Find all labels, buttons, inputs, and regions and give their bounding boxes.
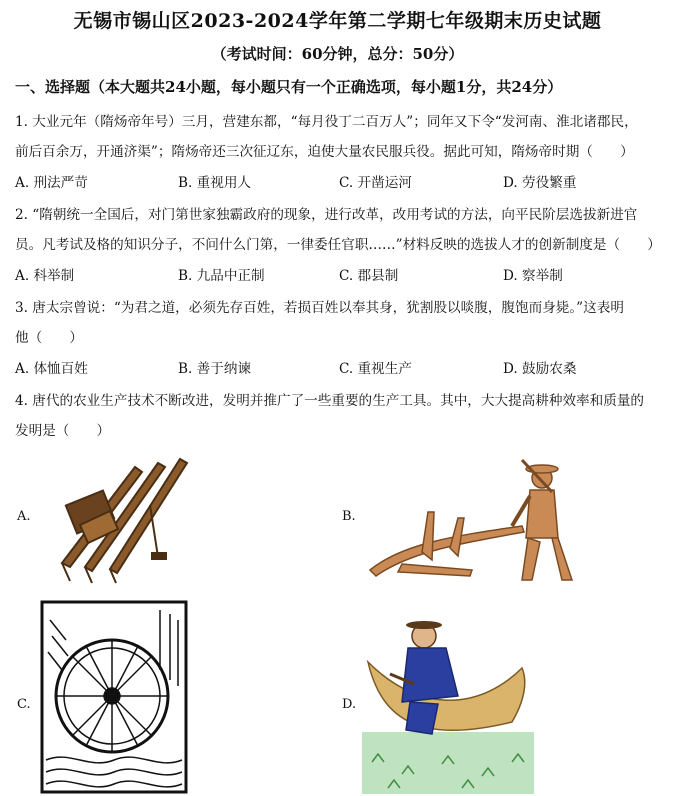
q4-line-1: 4. 唐代的农业生产技术不断改进，发明并推广了一些重要的生产工具。其中，大大提高耕种效率和质量的 [15, 393, 645, 409]
q1-option-a[interactable]: A. 刑法严苛 [15, 175, 88, 191]
water-wheel-illustration[interactable] [40, 600, 188, 794]
q2-option-d[interactable]: D. 察举制 [503, 268, 563, 284]
q4-image-label-c[interactable]: C. [17, 697, 31, 712]
q1-option-c[interactable]: C. 开凿运河 [339, 175, 412, 191]
q1-line-1: 1. 大业元年（隋炀帝年号）三月，营建东都，“每月役丁二百万人”；同年又下令“发河南、淮北诸郡民， [15, 114, 638, 130]
section-heading: 一、选择题（本大题共24小题，每小题只有一个正确选项，每小题1分，共24分） [15, 78, 563, 96]
exam-subtitle: （考试时间：60分钟，总分：50分） [211, 45, 464, 63]
q1-line-2: 前后百余万，开通济渠”；隋炀帝还三次征辽东，迫使大量农民服兵役。据此可知，隋炀帝时期（ ） [15, 144, 634, 160]
q2-option-a[interactable]: A. 科举制 [15, 268, 75, 284]
q2-option-b[interactable]: B. 九品中正制 [178, 268, 265, 284]
q2-option-c[interactable]: C. 郡县制 [339, 268, 399, 284]
q3-line-1: 3. 唐太宗曾说：“为君之道，必须先存百姓，若损百姓以奉其身，犹割股以啖腹，腹饱而身毙。”这表明 [15, 300, 624, 316]
q4-image-label-d[interactable]: D. [342, 697, 357, 712]
boat-farmer-illustration[interactable] [362, 612, 534, 794]
q2-line-1: 2. “隋朝统一全国后，对门第世家独霸政府的现象，进行改革，改用考试的方法，向平民阶层选拔新进官 [15, 207, 638, 223]
water-wheel-woodcut [42, 602, 186, 792]
q4-image-label-a[interactable]: A. [17, 509, 31, 524]
q3-line-2: 他（ ） [15, 330, 83, 346]
exam-title: 无锡市锡山区2023-2024学年第二学期七年级期末历史试题 [73, 10, 602, 32]
seed-drill-shape [62, 459, 187, 583]
q3-option-a[interactable]: A. 体恤百姓 [15, 361, 88, 377]
q3-option-c[interactable]: C. 重视生产 [339, 361, 412, 377]
q3-option-b[interactable]: B. 善于纳谏 [178, 361, 252, 377]
q1-option-b[interactable]: B. 重视用人 [178, 175, 252, 191]
q1-option-d[interactable]: D. 劳役繁重 [503, 175, 577, 191]
q1-options [15, 171, 665, 191]
q2-options [15, 264, 665, 284]
curved-plough-illustration[interactable] [362, 452, 582, 587]
q3-options [15, 357, 665, 377]
q3-option-d[interactable]: D. 鼓励农桑 [503, 361, 577, 377]
boat-farmer-shape [362, 621, 534, 794]
q4-line-2: 发明是（ ） [15, 423, 111, 439]
q2-line-2: 员。凡考试及格的知识分子，不问什么门第，一律委任官职……”材料反映的选拔人才的创新制度是（ ） [15, 237, 661, 253]
seed-drill-illustration[interactable] [40, 445, 200, 585]
curved-plough-shape [370, 460, 572, 580]
q4-image-label-b[interactable]: B. [342, 509, 356, 524]
